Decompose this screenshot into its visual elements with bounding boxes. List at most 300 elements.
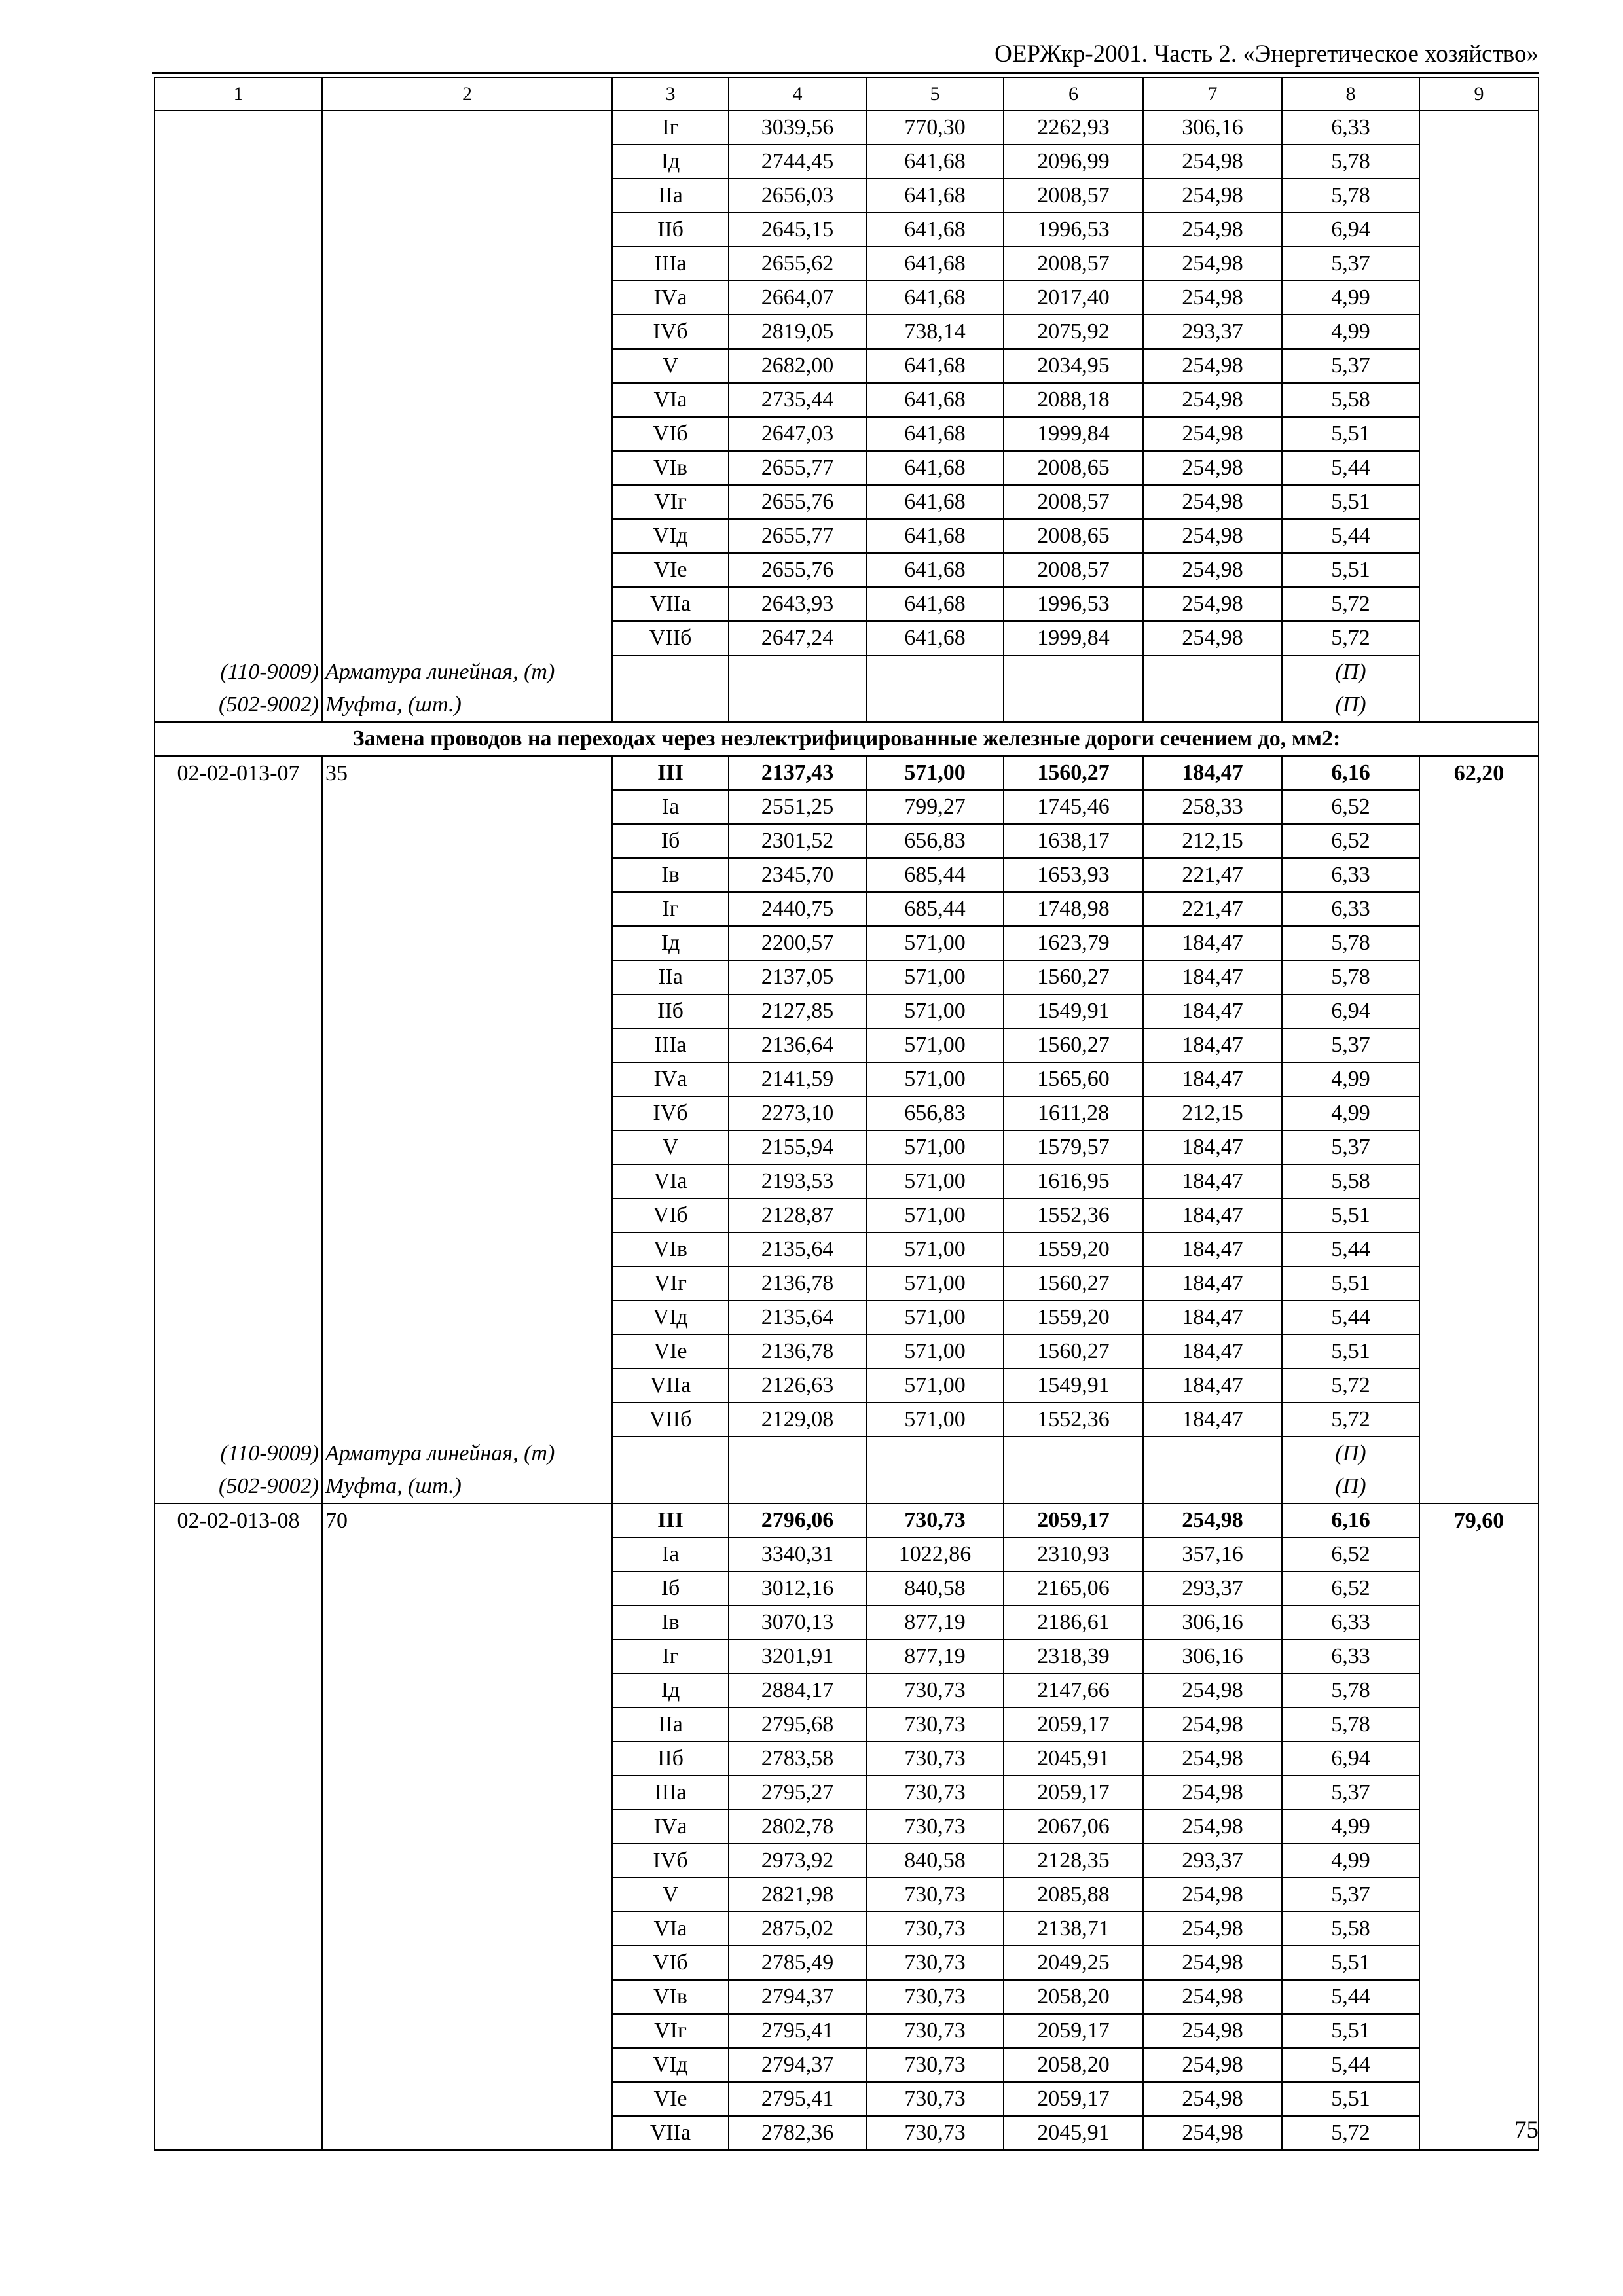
table-row: [155, 824, 1539, 858]
value-cell: 2136,78: [729, 1335, 866, 1369]
material-name: Муфта, (шт.): [322, 689, 612, 722]
value-cell: 2301,52: [729, 824, 866, 858]
value-cell: 1560,27: [1004, 1266, 1143, 1300]
value-cell: 221,47: [1143, 892, 1282, 926]
empty-cell: [729, 1470, 866, 1503]
value-cell: 5,37: [1282, 349, 1419, 383]
value-cell: 5,37: [1282, 1028, 1419, 1062]
value-cell: 2165,06: [1004, 1571, 1143, 1605]
value-cell: 6,52: [1282, 1571, 1419, 1605]
value-cell: 2128,87: [729, 1198, 866, 1232]
value-cell: 1748,98: [1004, 892, 1143, 926]
value-cell: 1560,27: [1004, 1028, 1143, 1062]
value-cell: 6,94: [1282, 213, 1419, 247]
labor-total-cell: [1419, 1878, 1539, 1912]
value-cell: 5,44: [1282, 2048, 1419, 2082]
zone-cell: III: [612, 756, 729, 790]
rate-code-cell: [155, 1640, 322, 1674]
value-cell: 2155,94: [729, 1130, 866, 1164]
value-cell: 730,73: [866, 2082, 1004, 2116]
value-cell: 877,19: [866, 1640, 1004, 1674]
table-row: [155, 1062, 1539, 1096]
section-size-cell: [322, 417, 612, 451]
rate-code-cell: [155, 553, 322, 587]
section-size-cell: [322, 1062, 612, 1096]
value-cell: 641,68: [866, 519, 1004, 553]
zone-cell: Iв: [612, 1605, 729, 1640]
table-row: [155, 1980, 1539, 2014]
material-row: [155, 1470, 1539, 1503]
value-cell: 571,00: [866, 1232, 1004, 1266]
section-size-cell: [322, 858, 612, 892]
value-cell: 254,98: [1143, 349, 1282, 383]
rate-code-cell: [155, 1537, 322, 1571]
page-number: 75: [1514, 2117, 1539, 2144]
value-cell: 1549,91: [1004, 994, 1143, 1028]
value-cell: 254,98: [1143, 2048, 1282, 2082]
empty-cell: [1004, 1437, 1143, 1470]
value-cell: 5,51: [1282, 1335, 1419, 1369]
value-cell: 306,16: [1143, 1640, 1282, 1674]
column-number: 5: [866, 77, 1004, 111]
value-cell: 221,47: [1143, 858, 1282, 892]
value-cell: 184,47: [1143, 1403, 1282, 1437]
rate-code-cell: [155, 587, 322, 621]
material-code: (110-9009): [155, 1437, 322, 1470]
table-row: [155, 2014, 1539, 2048]
labor-total-cell: [1419, 1674, 1539, 1708]
value-cell: 571,00: [866, 1164, 1004, 1198]
value-cell: 641,68: [866, 451, 1004, 485]
labor-total-cell: [1419, 1571, 1539, 1605]
zone-cell: IVа: [612, 1062, 729, 1096]
rate-code-cell: [155, 1164, 322, 1198]
labor-total-cell: [1419, 1742, 1539, 1776]
rate-code-cell: [155, 485, 322, 519]
value-cell: 2135,64: [729, 1300, 866, 1335]
rate-code-cell: [155, 451, 322, 485]
material-mark: (П): [1282, 1437, 1419, 1470]
table-row: [155, 451, 1539, 485]
section-size-cell: [322, 485, 612, 519]
value-cell: 212,15: [1143, 1096, 1282, 1130]
table-row: [155, 960, 1539, 994]
table-row: [155, 2116, 1539, 2150]
value-cell: 5,51: [1282, 417, 1419, 451]
labor-total-cell: 62,20: [1419, 756, 1539, 790]
zone-cell: VIа: [612, 383, 729, 417]
rate-code-cell: [155, 1198, 322, 1232]
value-cell: 2129,08: [729, 1403, 866, 1437]
zone-cell: VIа: [612, 1164, 729, 1198]
labor-total-cell: [1419, 1844, 1539, 1878]
table-row: [155, 1605, 1539, 1640]
value-cell: 254,98: [1143, 1912, 1282, 1946]
zone-cell: Iб: [612, 1571, 729, 1605]
empty-cell: [729, 689, 866, 722]
zone-cell: VIб: [612, 1946, 729, 1980]
value-cell: 2795,41: [729, 2082, 866, 2116]
rate-code-cell: [155, 1776, 322, 1810]
rate-code-cell: [155, 145, 322, 179]
value-cell: 571,00: [866, 1130, 1004, 1164]
value-cell: 685,44: [866, 858, 1004, 892]
column-number: 2: [322, 77, 612, 111]
section-size-cell: [322, 824, 612, 858]
zone-cell: IVб: [612, 315, 729, 349]
labor-total-cell: [1419, 247, 1539, 281]
value-cell: 212,15: [1143, 824, 1282, 858]
value-cell: 641,68: [866, 383, 1004, 417]
zone-cell: IIб: [612, 213, 729, 247]
labor-total-cell: [1419, 1776, 1539, 1810]
value-cell: 840,58: [866, 1571, 1004, 1605]
value-cell: 3340,31: [729, 1537, 866, 1571]
value-cell: 1999,84: [1004, 417, 1143, 451]
value-cell: 2147,66: [1004, 1674, 1143, 1708]
value-cell: 2783,58: [729, 1742, 866, 1776]
zone-cell: VIб: [612, 1198, 729, 1232]
value-cell: 2664,07: [729, 281, 866, 315]
labor-total-cell: [1419, 281, 1539, 315]
empty-cell: [1419, 1437, 1539, 1470]
empty-cell: [612, 1437, 729, 1470]
value-cell: 254,98: [1143, 2082, 1282, 2116]
value-cell: 2008,57: [1004, 485, 1143, 519]
table-row: [155, 383, 1539, 417]
section-size-cell: [322, 1946, 612, 1980]
value-cell: 5,72: [1282, 1403, 1419, 1437]
value-cell: 571,00: [866, 1028, 1004, 1062]
section-size-cell: [322, 1980, 612, 2014]
empty-cell: [866, 655, 1004, 689]
table-row: [155, 1369, 1539, 1403]
rate-code-cell: [155, 1980, 322, 2014]
table-row: [155, 1403, 1539, 1437]
section-size-cell: [322, 1164, 612, 1198]
column-number: 8: [1282, 77, 1419, 111]
value-cell: 2096,99: [1004, 145, 1143, 179]
value-cell: 5,44: [1282, 1980, 1419, 2014]
zone-cell: VIе: [612, 553, 729, 587]
table-row: [155, 1776, 1539, 1810]
section-size-cell: [322, 2116, 612, 2150]
table-row: [155, 790, 1539, 824]
value-cell: 184,47: [1143, 994, 1282, 1028]
material-row: [155, 655, 1539, 689]
table-row: [155, 519, 1539, 553]
rate-code-cell: [155, 2048, 322, 2082]
value-cell: 5,51: [1282, 1198, 1419, 1232]
zone-cell: IVа: [612, 281, 729, 315]
table-row: [155, 1674, 1539, 1708]
section-size-cell: [322, 553, 612, 587]
value-cell: 2059,17: [1004, 2014, 1143, 2048]
value-cell: 2186,61: [1004, 1605, 1143, 1640]
zone-cell: Iа: [612, 790, 729, 824]
zone-cell: V: [612, 1130, 729, 1164]
empty-cell: [729, 1437, 866, 1470]
value-cell: 2645,15: [729, 213, 866, 247]
rate-code-cell: [155, 621, 322, 655]
value-cell: 2067,06: [1004, 1810, 1143, 1844]
value-cell: 254,98: [1143, 519, 1282, 553]
value-cell: 1996,53: [1004, 587, 1143, 621]
value-cell: 254,98: [1143, 451, 1282, 485]
section-size-cell: [322, 1096, 612, 1130]
table-row: [155, 1503, 1539, 1537]
zone-cell: VIг: [612, 2014, 729, 2048]
value-cell: 5,44: [1282, 1300, 1419, 1335]
value-cell: 2008,57: [1004, 553, 1143, 587]
value-cell: 2795,41: [729, 2014, 866, 2048]
zone-cell: IVа: [612, 1810, 729, 1844]
rate-code-cell: [155, 926, 322, 960]
value-cell: 6,52: [1282, 790, 1419, 824]
zone-cell: Iд: [612, 145, 729, 179]
labor-total-cell: [1419, 1062, 1539, 1096]
labor-total-cell: [1419, 383, 1539, 417]
section-size-cell: [322, 1537, 612, 1571]
rate-code-cell: [155, 213, 322, 247]
rate-code-cell: [155, 1062, 322, 1096]
empty-cell: [612, 689, 729, 722]
value-cell: 5,58: [1282, 383, 1419, 417]
labor-total-cell: [1419, 1198, 1539, 1232]
section-size-cell: [322, 1571, 612, 1605]
value-cell: 293,37: [1143, 1844, 1282, 1878]
table-row: [155, 1232, 1539, 1266]
value-cell: 2440,75: [729, 892, 866, 926]
value-cell: 2273,10: [729, 1096, 866, 1130]
rate-code-cell: [155, 1369, 322, 1403]
value-cell: 254,98: [1143, 145, 1282, 179]
value-cell: 641,68: [866, 485, 1004, 519]
value-cell: 1552,36: [1004, 1403, 1143, 1437]
rate-code-cell: [155, 1674, 322, 1708]
empty-cell: [1143, 655, 1282, 689]
table-row: [155, 349, 1539, 383]
column-number: 7: [1143, 77, 1282, 111]
empty-cell: [612, 655, 729, 689]
value-cell: 2034,95: [1004, 349, 1143, 383]
table-row: [155, 315, 1539, 349]
value-cell: 2819,05: [729, 315, 866, 349]
labor-total-cell: [1419, 145, 1539, 179]
rate-code-cell: [155, 247, 322, 281]
rate-code-cell: [155, 858, 322, 892]
labor-total-cell: [1419, 315, 1539, 349]
empty-cell: [866, 1437, 1004, 1470]
value-cell: 254,98: [1143, 1946, 1282, 1980]
value-cell: 2045,91: [1004, 2116, 1143, 2150]
zone-cell: Iб: [612, 824, 729, 858]
section-size-cell: [322, 111, 612, 145]
empty-cell: [1143, 1437, 1282, 1470]
table-row: [155, 756, 1539, 790]
labor-total-cell: [1419, 1300, 1539, 1335]
section-size-cell: [322, 926, 612, 960]
column-number: 6: [1004, 77, 1143, 111]
zone-cell: VIв: [612, 451, 729, 485]
value-cell: 2318,39: [1004, 1640, 1143, 1674]
value-cell: 641,68: [866, 247, 1004, 281]
empty-cell: [1004, 655, 1143, 689]
rate-code-cell: [155, 1335, 322, 1369]
table-row: [155, 553, 1539, 587]
empty-cell: [1004, 689, 1143, 722]
section-size-cell: 70: [322, 1503, 612, 1537]
value-cell: 6,16: [1282, 756, 1419, 790]
value-cell: 3039,56: [729, 111, 866, 145]
value-cell: 357,16: [1143, 1537, 1282, 1571]
value-cell: 1560,27: [1004, 960, 1143, 994]
value-cell: 571,00: [866, 756, 1004, 790]
section-size-cell: [322, 179, 612, 213]
value-cell: 730,73: [866, 1878, 1004, 1912]
value-cell: 2794,37: [729, 1980, 866, 2014]
zone-cell: VIд: [612, 1300, 729, 1335]
zone-cell: IIб: [612, 1742, 729, 1776]
rate-code-cell: [155, 1096, 322, 1130]
page-header: ОЕРЖкр-2001. Часть 2. «Энергетическое хозяйство»: [994, 41, 1539, 67]
value-cell: 2345,70: [729, 858, 866, 892]
empty-cell: [1004, 1470, 1143, 1503]
value-cell: 2643,93: [729, 587, 866, 621]
section-size-cell: [322, 892, 612, 926]
zone-cell: VIд: [612, 519, 729, 553]
column-number: 9: [1419, 77, 1539, 111]
value-cell: 1565,60: [1004, 1062, 1143, 1096]
value-cell: 2059,17: [1004, 1708, 1143, 1742]
section-size-cell: [322, 1335, 612, 1369]
section-size-cell: [322, 145, 612, 179]
material-code: (502-9002): [155, 689, 322, 722]
value-cell: 2262,93: [1004, 111, 1143, 145]
section-size-cell: [322, 621, 612, 655]
zone-cell: IIа: [612, 960, 729, 994]
value-cell: 5,72: [1282, 2116, 1419, 2150]
zone-cell: IIIа: [612, 1028, 729, 1062]
value-cell: 2088,18: [1004, 383, 1143, 417]
material-code: (110-9009): [155, 655, 322, 689]
value-cell: 4,99: [1282, 1062, 1419, 1096]
rate-code-cell: [155, 315, 322, 349]
labor-total-cell: [1419, 1232, 1539, 1266]
material-name: Арматура линейная, (т): [322, 1437, 612, 1470]
value-cell: 306,16: [1143, 1605, 1282, 1640]
column-number-row: [155, 77, 1539, 111]
value-cell: 730,73: [866, 1776, 1004, 1810]
labor-total-cell: [1419, 892, 1539, 926]
value-cell: 254,98: [1143, 281, 1282, 315]
value-cell: 254,98: [1143, 1980, 1282, 2014]
value-cell: 571,00: [866, 1369, 1004, 1403]
value-cell: 2875,02: [729, 1912, 866, 1946]
rate-code-cell: [155, 417, 322, 451]
table-row: [155, 1844, 1539, 1878]
table-row: [155, 994, 1539, 1028]
zone-cell: IVб: [612, 1844, 729, 1878]
value-cell: 254,98: [1143, 2014, 1282, 2048]
value-cell: 184,47: [1143, 926, 1282, 960]
value-cell: 5,44: [1282, 519, 1419, 553]
section-size-cell: [322, 315, 612, 349]
value-cell: 254,98: [1143, 1674, 1282, 1708]
value-cell: 730,73: [866, 1708, 1004, 1742]
zone-cell: III: [612, 1503, 729, 1537]
section-size-cell: [322, 1028, 612, 1062]
section-size-cell: [322, 247, 612, 281]
section-size-cell: [322, 1844, 612, 1878]
value-cell: 2136,64: [729, 1028, 866, 1062]
value-cell: 1999,84: [1004, 621, 1143, 655]
rate-code-cell: [155, 1605, 322, 1640]
rate-code-cell: [155, 790, 322, 824]
value-cell: 738,14: [866, 315, 1004, 349]
labor-total-cell: [1419, 349, 1539, 383]
value-cell: 571,00: [866, 1266, 1004, 1300]
zone-cell: VIIб: [612, 621, 729, 655]
value-cell: 2008,65: [1004, 451, 1143, 485]
value-cell: 571,00: [866, 1198, 1004, 1232]
labor-total-cell: [1419, 960, 1539, 994]
value-cell: 2138,71: [1004, 1912, 1143, 1946]
zone-cell: VIг: [612, 1266, 729, 1300]
value-cell: 5,78: [1282, 960, 1419, 994]
value-cell: 656,83: [866, 824, 1004, 858]
value-cell: 2137,43: [729, 756, 866, 790]
section-size-cell: [322, 1674, 612, 1708]
rate-code-cell: [155, 111, 322, 145]
value-cell: 2794,37: [729, 2048, 866, 2082]
value-cell: 1638,17: [1004, 824, 1143, 858]
value-cell: 2126,63: [729, 1369, 866, 1403]
value-cell: 5,37: [1282, 1130, 1419, 1164]
value-cell: 2735,44: [729, 383, 866, 417]
zone-cell: Iг: [612, 1640, 729, 1674]
zone-cell: VIIа: [612, 1369, 729, 1403]
rate-code-cell: [155, 824, 322, 858]
labor-total-cell: [1419, 1403, 1539, 1437]
value-cell: 1560,27: [1004, 1335, 1143, 1369]
value-cell: 254,98: [1143, 417, 1282, 451]
value-cell: 1552,36: [1004, 1198, 1143, 1232]
column-number: 4: [729, 77, 866, 111]
zone-cell: VIIа: [612, 587, 729, 621]
rate-code-cell: [155, 1708, 322, 1742]
value-cell: 254,98: [1143, 179, 1282, 213]
labor-total-cell: [1419, 485, 1539, 519]
labor-total-cell: [1419, 1130, 1539, 1164]
rate-code-cell: [155, 2014, 322, 2048]
value-cell: 254,98: [1143, 485, 1282, 519]
material-row: [155, 1437, 1539, 1470]
labor-total-cell: [1419, 553, 1539, 587]
table-row: [155, 1640, 1539, 1674]
table-row: [155, 2048, 1539, 2082]
value-cell: 1611,28: [1004, 1096, 1143, 1130]
table-row: [155, 892, 1539, 926]
zone-cell: VIа: [612, 1912, 729, 1946]
value-cell: 254,98: [1143, 1503, 1282, 1537]
value-cell: 1745,46: [1004, 790, 1143, 824]
value-cell: 1560,27: [1004, 756, 1143, 790]
section-size-cell: [322, 790, 612, 824]
section-size-cell: [322, 1266, 612, 1300]
value-cell: 254,98: [1143, 587, 1282, 621]
value-cell: 184,47: [1143, 960, 1282, 994]
